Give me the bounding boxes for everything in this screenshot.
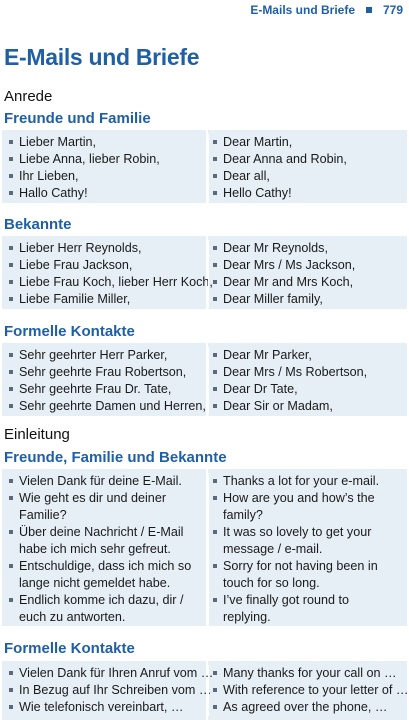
section-heading-anrede: Anrede xyxy=(4,88,53,105)
english-column xyxy=(208,134,407,202)
group-title-formelle: Formelle Kontakte xyxy=(4,323,135,340)
german-column xyxy=(5,473,195,626)
list-item: Lieber Herr Reynolds, xyxy=(5,240,204,257)
list-item: Endlich komme ich dazu, dir / euch zu antworten. xyxy=(5,592,195,626)
list-item: Liebe Frau Koch, lieber Herr Koch, xyxy=(5,274,204,291)
phrase-table-formelle xyxy=(2,343,407,416)
list-item: It was so lovely to get your message / e-mail. xyxy=(209,524,384,558)
german-column xyxy=(5,240,213,308)
english-column xyxy=(208,240,407,308)
list-item: In Bezug auf Ihr Schreiben vom … xyxy=(5,682,204,699)
list-item: Thanks a lot for your e-mail. xyxy=(209,473,384,490)
list-item: Dear Mrs / Ms Robertson, xyxy=(209,364,407,381)
group-title-freunde: Freunde und Familie xyxy=(4,110,151,127)
list-item: Wie geht es dir und deiner Familie? xyxy=(5,490,195,524)
list-item: Sorry for not having been in touch for so long. xyxy=(209,558,384,592)
list-item: Sehr geehrte Frau Robertson, xyxy=(5,364,204,381)
list-item: Liebe Anna, lieber Robin, xyxy=(5,151,204,168)
list-item: As agreed over the phone, … xyxy=(209,699,407,716)
english-column xyxy=(208,665,407,716)
square-bullet-icon xyxy=(366,7,372,13)
list-item: Sehr geehrte Damen und Herren, xyxy=(5,398,204,415)
group-title-formelle-einleitung: Formelle Kontakte xyxy=(4,640,135,657)
german-column xyxy=(5,665,214,716)
page-number: 779 xyxy=(382,3,403,17)
list-item: Vielen Dank für deine E-Mail. xyxy=(5,473,195,490)
running-header xyxy=(0,0,409,24)
list-item: Dear Sir or Madam, xyxy=(209,398,407,415)
list-item: Hallo Cathy! xyxy=(5,185,204,202)
phrase-table-bekannte xyxy=(2,236,407,309)
list-item: I’ve finally got round to replying. xyxy=(209,592,384,626)
german-column xyxy=(5,134,204,202)
group-title-bekannte: Bekannte xyxy=(4,216,72,233)
list-item: Sehr geehrte Frau Dr. Tate, xyxy=(5,381,204,398)
list-item: Dear all, xyxy=(209,168,407,185)
group-title-freunde-familie-bekannte: Freunde, Familie und Bekannte xyxy=(4,449,227,466)
list-item: Vielen Dank für Ihren Anruf vom … xyxy=(5,665,204,682)
running-header-title: E-Mails und Briefe xyxy=(250,3,355,17)
list-item: Dear Mr Parker, xyxy=(209,347,407,364)
english-column xyxy=(208,473,384,626)
list-item: Lieber Martin, xyxy=(5,134,204,151)
list-item: Liebe Frau Jackson, xyxy=(5,257,204,274)
list-item: Many thanks for your call on … xyxy=(209,665,407,682)
phrase-table-einleitung-formelle xyxy=(2,661,407,720)
list-item: Dear Mr and Mrs Koch, xyxy=(209,274,407,291)
english-column xyxy=(208,347,407,415)
list-item: Dear Dr Tate, xyxy=(209,381,407,398)
list-item: Dear Mrs / Ms Jackson, xyxy=(209,257,407,274)
list-item: Dear Mr Reynolds, xyxy=(209,240,407,257)
list-item: Dear Martin, xyxy=(209,134,407,151)
phrase-table-freunde xyxy=(2,130,407,203)
list-item: How are you and how’s the family? xyxy=(209,490,384,524)
list-item: Entschuldige, dass ich mich so lange nicht gemeldet habe. xyxy=(5,558,195,592)
list-item: With reference to your letter of … xyxy=(209,682,407,699)
page-title: E-Mails und Briefe xyxy=(4,44,200,70)
german-column xyxy=(5,347,204,415)
list-item: Hello Cathy! xyxy=(209,185,407,202)
list-item: Liebe Familie Miller, xyxy=(5,291,204,308)
list-item: Wie telefonisch vereinbart, … xyxy=(5,699,204,716)
list-item: Dear Anna and Robin, xyxy=(209,151,407,168)
section-heading-einleitung: Einleitung xyxy=(4,426,70,443)
list-item: Über deine Nachricht / E-Mail habe ich mich sehr gefreut. xyxy=(5,524,195,558)
list-item: Dear Miller family, xyxy=(209,291,407,308)
list-item: Ihr Lieben, xyxy=(5,168,204,185)
phrase-table-einleitung-freunde xyxy=(2,469,407,626)
list-item: Sehr geehrter Herr Parker, xyxy=(5,347,204,364)
